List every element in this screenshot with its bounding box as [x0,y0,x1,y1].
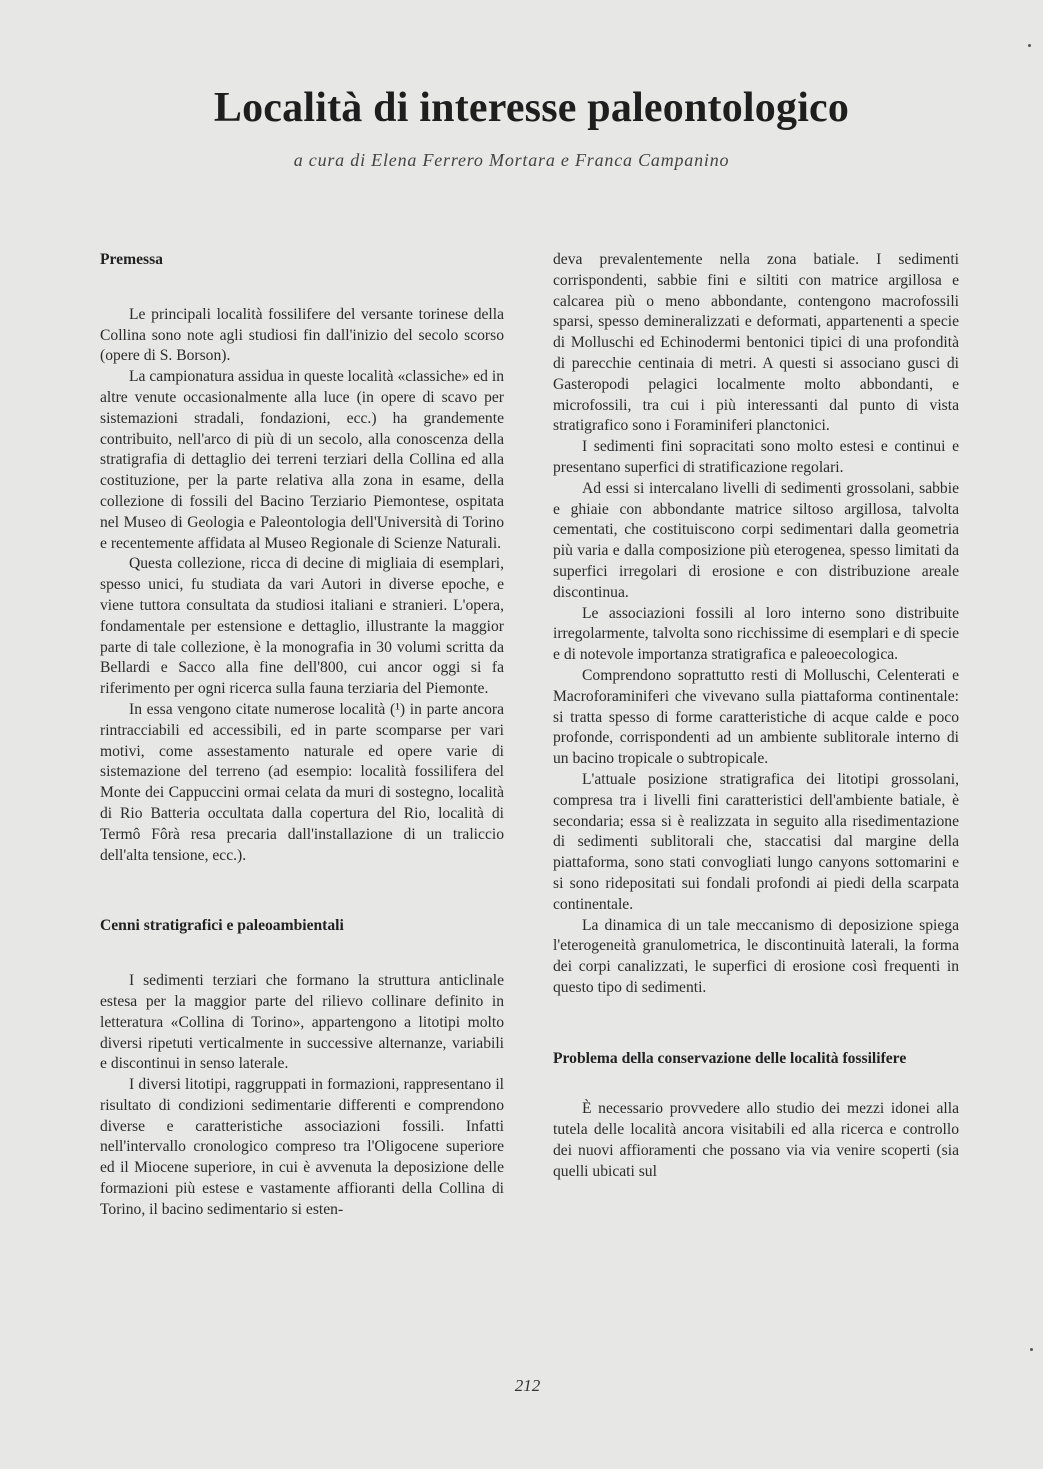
paragraph-split-start: I diversi litotipi, raggruppati in formazioni, rappresentano il risultato di condizioni sedimentarie differenti e comprendono diverse e caratteristiche associazioni fossili. Infatti nell'intervallo cronologico compreso tra l'Oligocene superiore ed il Miocene superiore, in cui è avvenuta la deposizione delle formazioni più estese e vastamente affioranti della Collina di Torino, il bacino sedimentario si esten- [100,1076,504,1218]
left-column [100,250,504,1221]
section-heading-cenni: Cenni stratigrafici e paleoambientali [100,917,344,935]
paragraph: I sedimenti fini sopracitati sono molto estesi e continui e presentano superfici di stratificazione regolari. [553,438,959,476]
paragraph: Ad essi si intercalano livelli di sedimenti grossolani, sabbie e ghiaie con abbondante matrice siltoso argillosa, talvolta cementati, che costituiscono corpi sedimentari dalla geometria più varia e dalla composizione più eterogenea, spesso limitati da superfici irregolari di erosione e con distribuzione areale discontinua. [553,479,959,601]
scan-speck [1028,44,1031,47]
paragraph: Questa collezione, ricca di decine di migliaia di esemplari, spesso unici, fu studiata da vari Autori in diverse epoche, e viene tuttora consultata da studiosi italiani e stranieri. L'opera, fondamentale per estensione e dettaglio, illustrante la maggior parte di tale collezione, è la monografia in 30 volumi scritta da Bellardi e Sacco alla fine dell'800, cui ancor oggi si fa riferimento per ogni ricerca sulla fauna terziaria del Piemonte. [100,555,504,698]
article-authors: a cura di Elena Ferrero Mortara e Franca Campanino [293,150,730,170]
paragraph: La campionatura assidua in queste località «classiche» ed in altre venute occasionalmente alla luce (in opere di scavo per sistemazioni stradali, fondazioni, ecc.) ha grandemente contribuito, nell'arco di più di un secolo, alla conoscenza della stratigrafia di dettaglio dei terreni terziari della Collina ed alla costituzione, per la parte relativa alla zona in esame, della collezione di fossili del Bacino Terziario Piemontese, ospitata nel Museo di Geologia e Paleontologia dell'Università di Torino e recentemente affidata al Museo Regionale di Scienze Naturali. [100,368,504,552]
paragraph: L'attuale posizione stratigrafica dei litotipi grossolani, compresa tra i livelli fini caratteristici dell'ambiente batiale, è secondaria; essa si è realizzata in seguito alla risedimentazione di sedimenti sublitorali che, staccatisi dal margine della piattaforma, sono stati convogliati lungo canyons sottomarini e si sono ridepositati sui fondali profondi ai piedi della scarpata continentale. [553,770,959,913]
scan-speck [1030,1348,1033,1351]
paragraph: I sedimenti terziari che formano la struttura anticlinale estesa per la maggior parte del rilievo collinare definito in letteratura «Collina di Torino», appartengono a litotipi molto diversi ripetuti verticalmente in successive alternanze, variabili e discontinui in senso laterale. [100,972,504,1073]
right-column [553,250,959,1183]
page-number: 212 [514,1376,541,1395]
paragraph-split-end: deva prevalentemente nella zona batiale. I sedimenti corrispondenti, sabbie fini e siltiti con matrice argillosa e calcarea più o meno abbondante, contengono macrofossili sparsi, spesso demineralizzati e deformati, appartenenti a specie di Molluschi ed Echinodermi bentonici tipici di una profondità di parecchie centinaia di metri. A questi si associano gusci di Gasteropodi pelagici localmente molto abbondanti, e microfossili, tra cui i più interessanti dal punto di vista stratigrafico sono i Foraminiferi planctonici. [553,251,959,435]
paragraph: Le associazioni fossili al loro interno sono distribuite irregolarmente, talvolta sono ricchissime di esemplari e di specie e di notevole importanza stratigrafica e paleoecologica. [553,604,959,664]
article-title: Località di interesse paleontologico [213,85,850,131]
paragraph: Le principali località fossilifere del versante torinese della Collina sono note agli studiosi fin dall'inizio del secolo scorso (opere di S. Borson). [100,305,504,365]
paragraph: Comprendono soprattutto resti di Molluschi, Celenterati e Macroforaminiferi che vivevano sulla piattaforma continentale: si tratta spesso di forme caratteristiche di acque calde e poco profonde, corrispondenti ad un ambiente sublitorale interno di un bacino tropicale o subtropicale. [553,666,959,768]
section-heading-premessa: Premessa [100,251,163,268]
paragraph: La dinamica di un tale meccanismo di deposizione spiega l'eterogeneità granulometrica, le discontinuità laterali, la forma dei corpi canalizzati, le superfici di erosione così frequenti in questo tipo di sedimenti. [553,916,959,996]
section-heading-problema: Problema della conservazione delle località fossilifere [553,1049,907,1067]
paragraph: È necessario provvedere allo studio dei mezzi idonei alla tutela delle località ancora visitabili ed alla ricerca e controllo dei nuovi affioramenti che possano via via venire scoperti (sia quelli ubicati sul [553,1100,959,1180]
paragraph: In essa vengono citate numerose località (¹) in parte ancora rintracciabili ed accessibili, ed in parte scomparse per vari motivi, come assestamento naturale ed opere varie di sistemazione del terreno (ad esempio: località fossilifera del Monte dei Cappuccini ormai celata da muri di sostegno, località di Rio Batteria occultata dalla copertura del Rio, località di Termô Fôrà resa precaria dall'installazione di un traliccio dell'alta tensione, ecc.). [100,700,504,864]
